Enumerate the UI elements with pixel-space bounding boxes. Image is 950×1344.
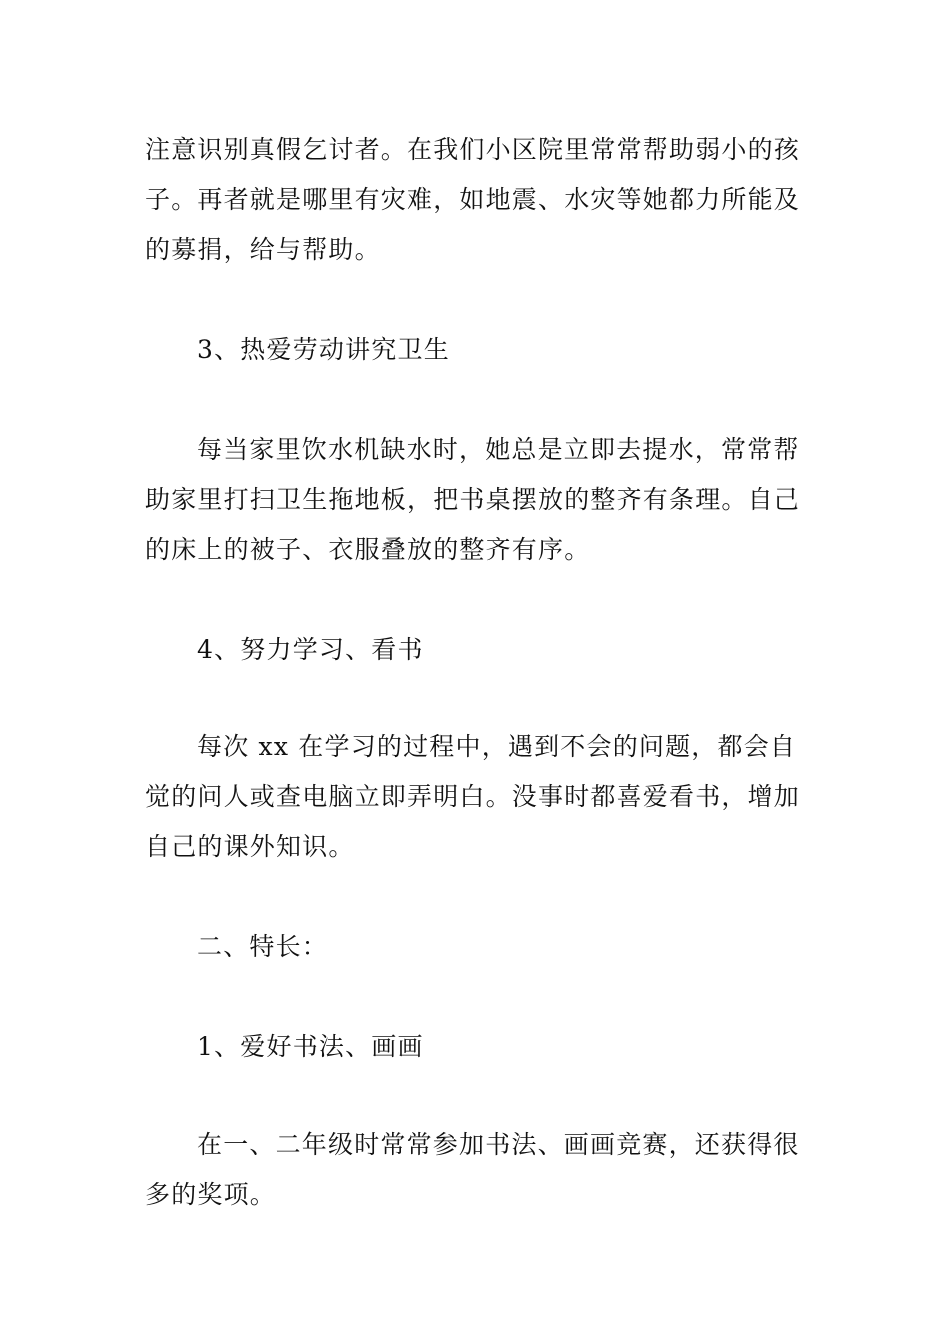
paragraph-study: 每次 xx 在学习的过程中，遇到不会的问题，都会自觉的问人或查电脑立即弄明白。没事时都喜爱看书，增加自己的课外知识。 <box>145 732 801 861</box>
paragraph-helping-others: 注意识别真假乞讨者。在我们小区院里常常帮助弱小的孩子。再者就是哪里有灾难，如地震、水灾等她都力所能及的募捐，给与帮助。 <box>145 135 801 264</box>
paragraph-housework: 每当家里饮水机缺水时，她总是立即去提水，常常帮助家里打扫卫生拖地板，把书桌摆放的整齐有条理。自己的床上的被子、衣服叠放的整齐有序。 <box>145 435 801 564</box>
heading-love-labor: 3、热爱劳动讲究卫生 <box>197 335 450 364</box>
paragraph-competitions: 在一、二年级时常常参加书法、画画竞赛，还获得很多的奖项。 <box>145 1130 800 1209</box>
heading-study-reading: 4、努力学习、看书 <box>197 635 424 664</box>
heading-calligraphy-painting: 1、爱好书法、画画 <box>197 1032 424 1061</box>
heading-specialties: 二、特长： <box>197 932 329 961</box>
